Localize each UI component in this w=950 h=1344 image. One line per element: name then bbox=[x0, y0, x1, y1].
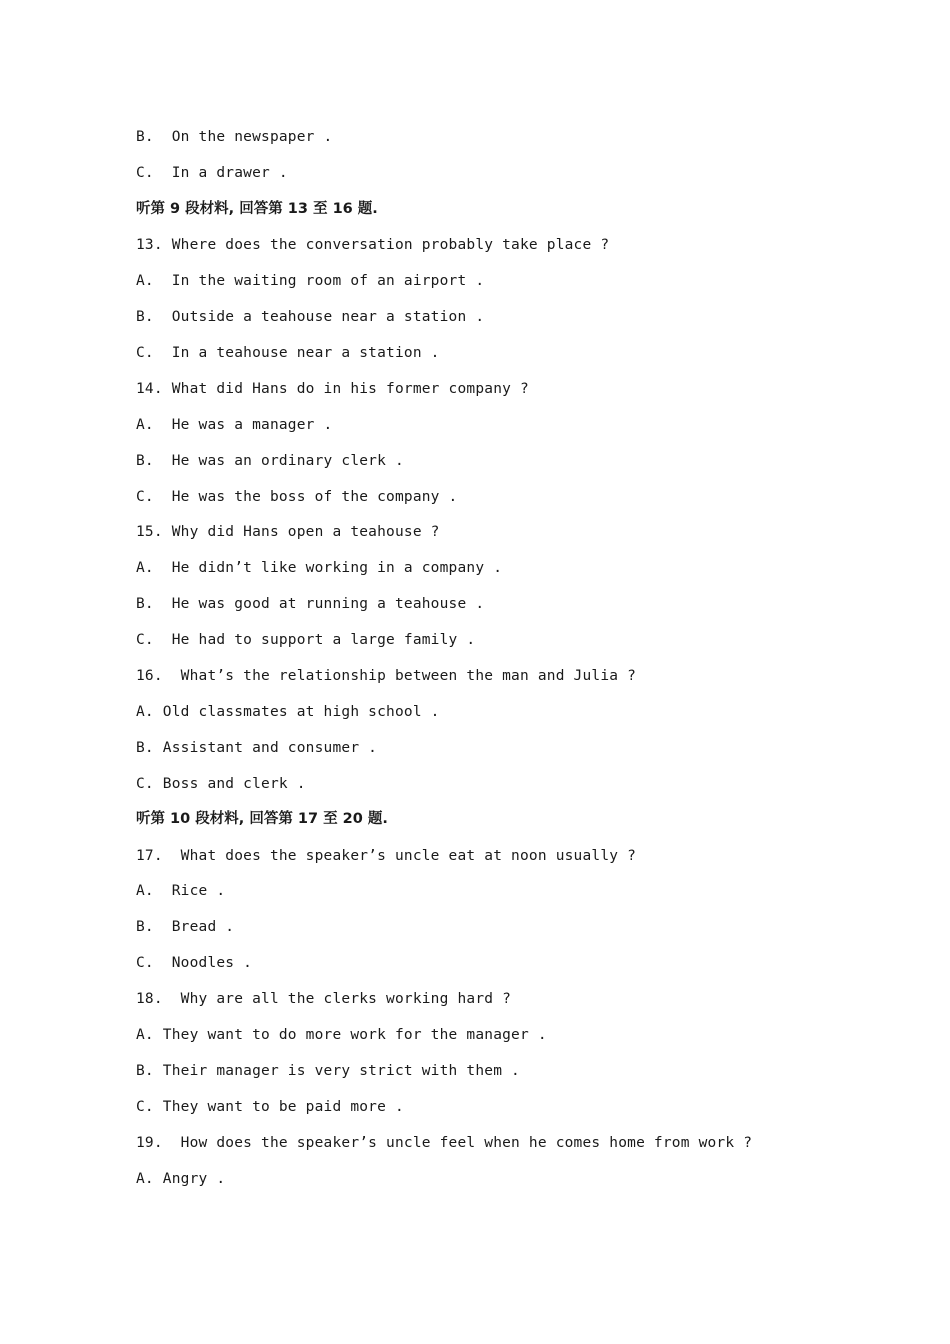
option-line: C. Noodles . bbox=[136, 955, 253, 971]
question-line: 19. How does the speaker’s uncle feel when he comes home from work ? bbox=[136, 1135, 753, 1151]
option-line: C. He was the boss of the company . bbox=[136, 489, 458, 505]
option-line: B. Bread . bbox=[136, 919, 235, 935]
option-line: C. In a drawer . bbox=[136, 165, 288, 181]
option-line: A. He didn’t like working in a company . bbox=[136, 560, 503, 576]
option-line: B. Their manager is very strict with them . bbox=[136, 1063, 520, 1079]
question-line: 17. What does the speaker’s uncle eat at noon usually ? bbox=[136, 848, 637, 864]
option-line: C. He had to support a large family . bbox=[136, 632, 476, 648]
section-heading: 听第 10 段材料, 回答第 17 至 20 题. bbox=[136, 811, 388, 827]
option-line: B. Assistant and consumer . bbox=[136, 740, 378, 756]
question-line: 15. Why did Hans open a teahouse ? bbox=[136, 524, 440, 540]
option-line: B. He was good at running a teahouse . bbox=[136, 596, 485, 612]
option-line: B. He was an ordinary clerk . bbox=[136, 453, 404, 469]
option-line: A. Rice . bbox=[136, 883, 226, 899]
option-line: B. Outside a teahouse near a station . bbox=[136, 309, 485, 325]
option-line: C. In a teahouse near a station . bbox=[136, 345, 440, 361]
question-line: 18. Why are all the clerks working hard ? bbox=[136, 991, 512, 1007]
option-line: B. On the newspaper . bbox=[136, 129, 333, 145]
option-line: C. Boss and clerk . bbox=[136, 776, 306, 792]
option-line: C. They want to be paid more . bbox=[136, 1099, 404, 1115]
option-line: A. They want to do more work for the manager . bbox=[136, 1027, 547, 1043]
section-heading: 听第 9 段材料, 回答第 13 至 16 题. bbox=[136, 201, 378, 217]
option-line: A. In the waiting room of an airport . bbox=[136, 273, 485, 289]
option-line: A. He was a manager . bbox=[136, 417, 333, 433]
option-line: A. Angry . bbox=[136, 1171, 226, 1187]
question-line: 16. What’s the relationship between the man and Julia ? bbox=[136, 668, 637, 684]
option-line: A. Old classmates at high school . bbox=[136, 704, 440, 720]
question-line: 13. Where does the conversation probably take place ? bbox=[136, 237, 610, 253]
question-line: 14. What did Hans do in his former company ? bbox=[136, 381, 529, 397]
